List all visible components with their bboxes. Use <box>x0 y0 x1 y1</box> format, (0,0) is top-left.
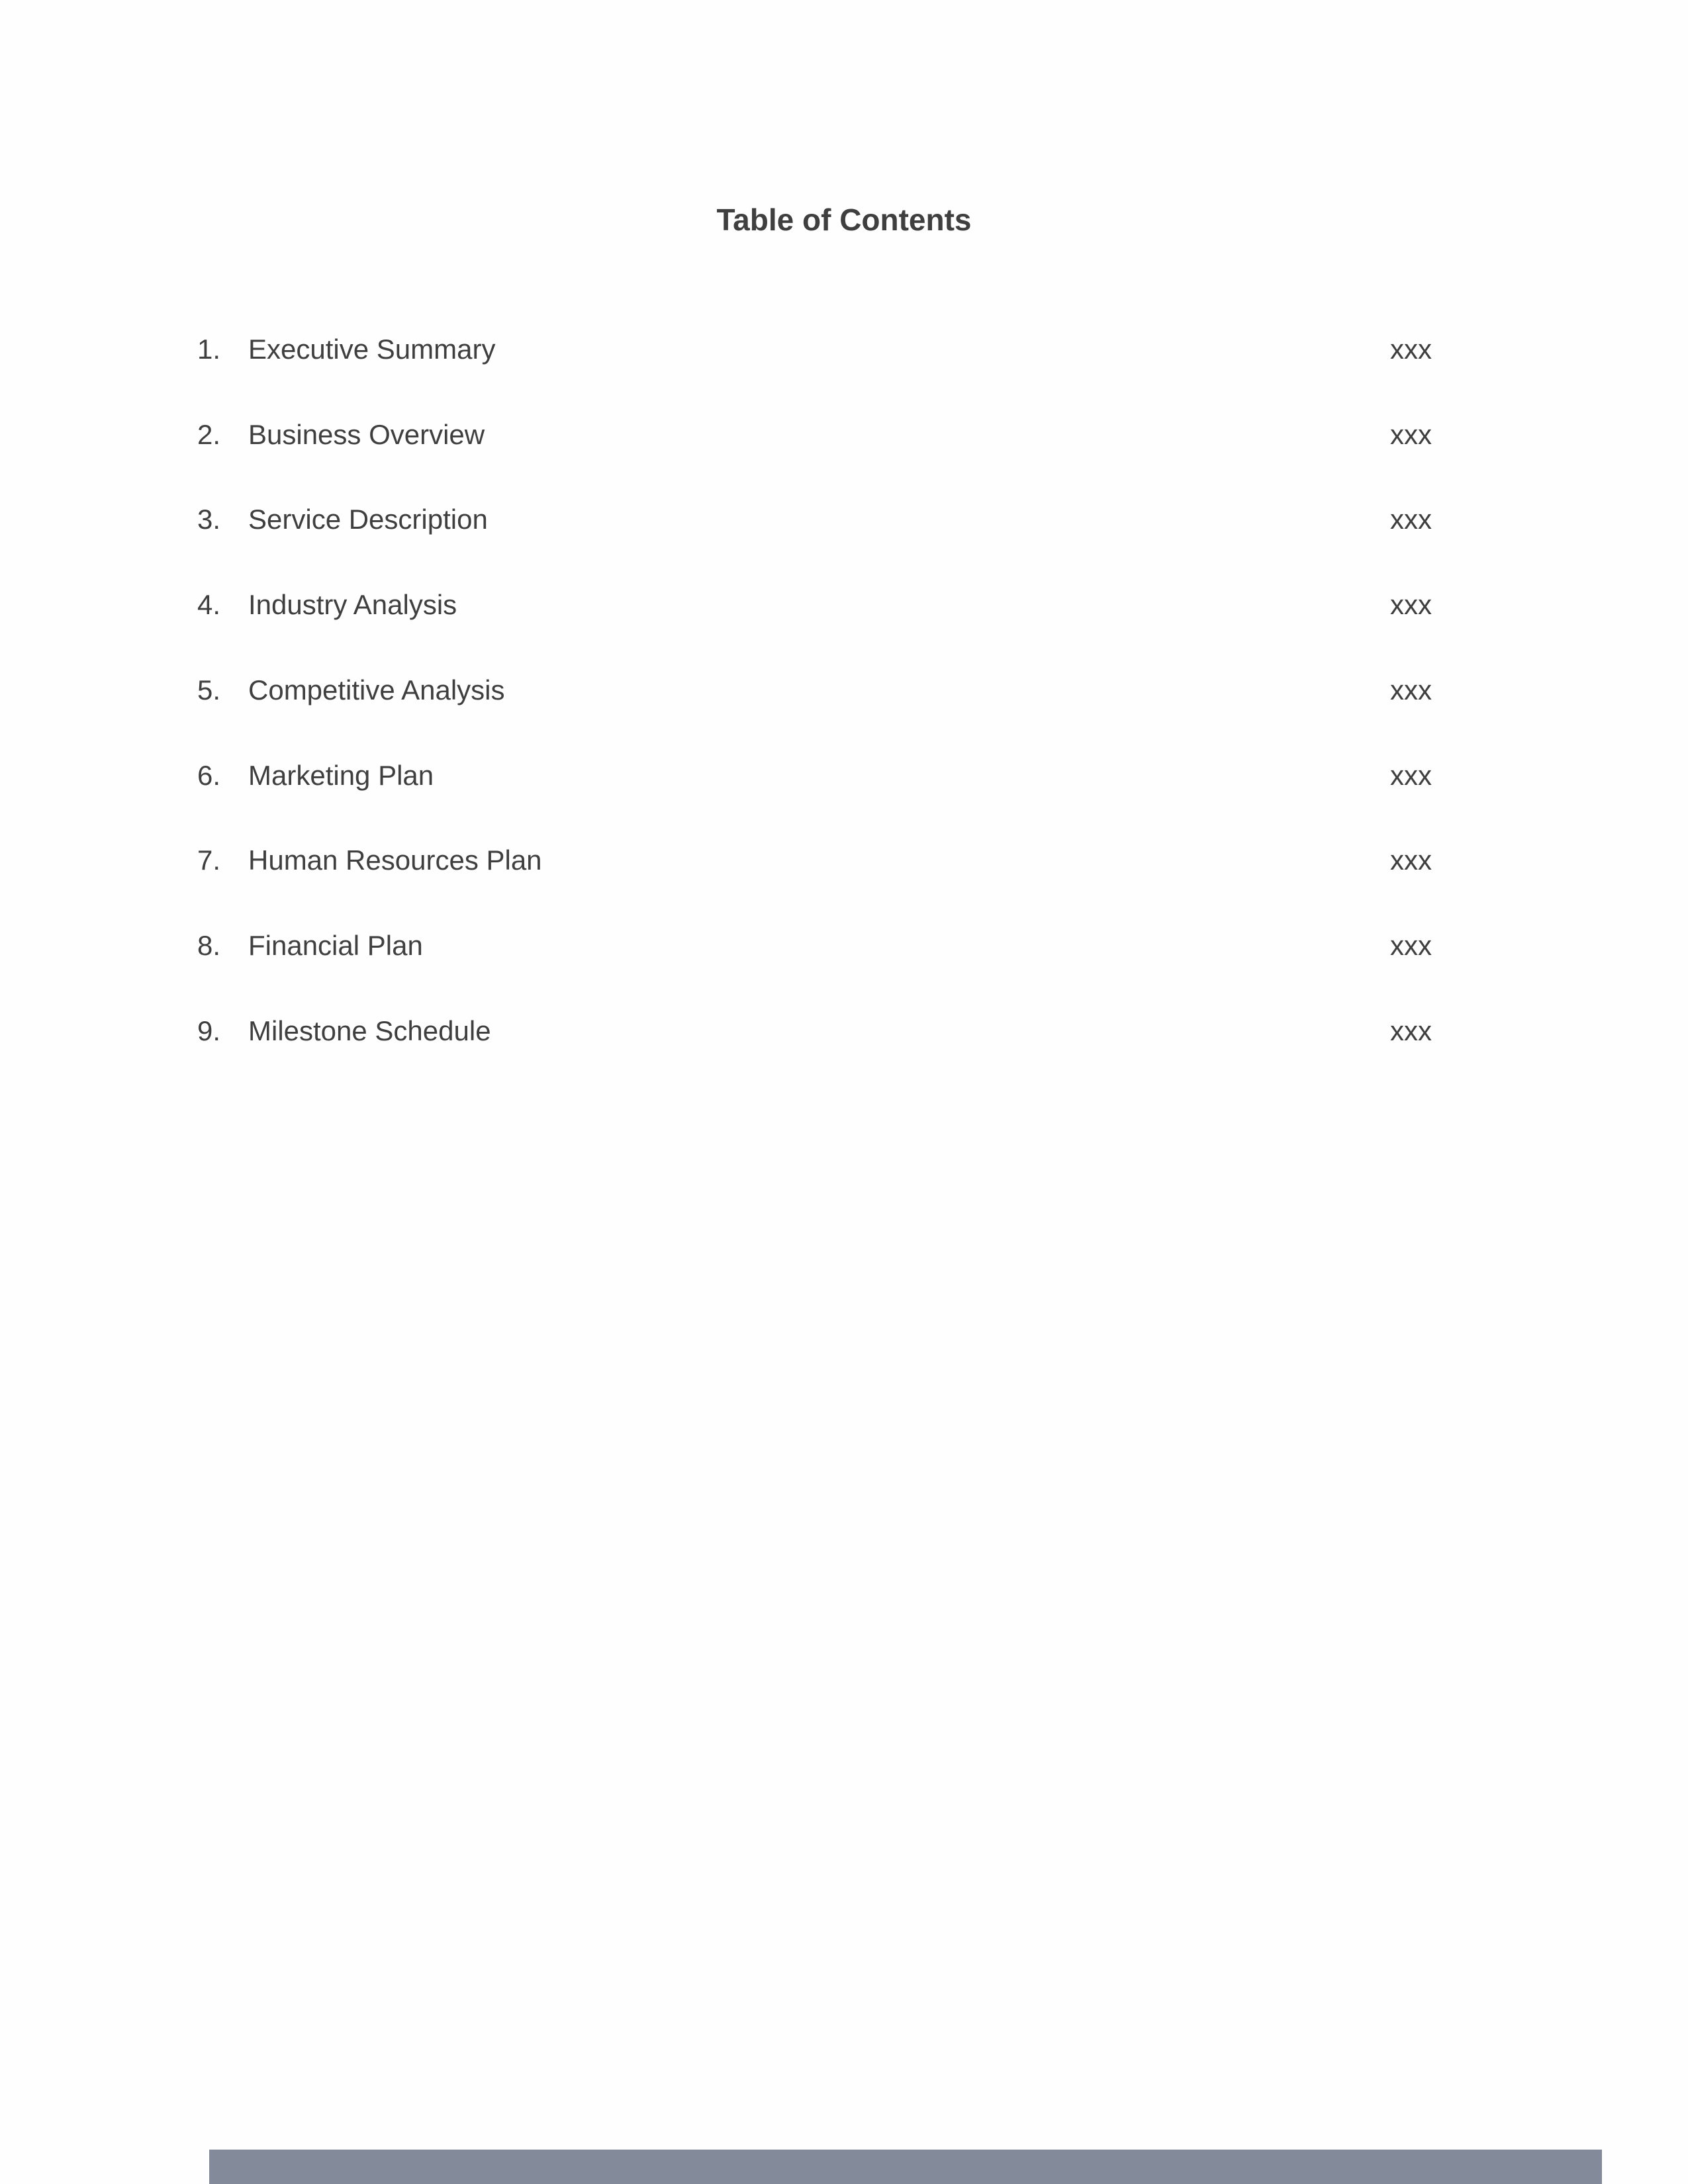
page-title: Table of Contents <box>716 203 972 237</box>
toc-entry[interactable] <box>0 926 1688 966</box>
toc-entry[interactable] <box>0 585 1688 625</box>
toc-entry-label[interactable]: Executive Summary <box>248 334 496 365</box>
toc-entry-page: xxx <box>1390 334 1432 365</box>
toc-entry[interactable] <box>0 330 1688 369</box>
toc-entry-label[interactable]: Milestone Schedule <box>248 1015 491 1046</box>
toc-entry-label[interactable]: Business Overview <box>248 419 485 450</box>
toc-entry-page: xxx <box>1390 844 1432 876</box>
footer-bar <box>209 2150 1602 2184</box>
toc-entry-number: 1. <box>197 334 221 365</box>
toc-entry-label[interactable]: Industry Analysis <box>248 589 457 620</box>
toc-entry-number: 4. <box>197 589 221 620</box>
toc-entry-page: xxx <box>1390 674 1432 705</box>
toc-entry-number: 5. <box>197 674 221 705</box>
toc-entry[interactable] <box>0 841 1688 880</box>
toc-entry-number: 6. <box>197 760 221 791</box>
toc-entry[interactable] <box>0 670 1688 710</box>
toc-entry[interactable] <box>0 415 1688 455</box>
toc-entry-number: 7. <box>197 844 221 876</box>
toc-entry-page: xxx <box>1390 930 1432 961</box>
toc-entry[interactable] <box>0 1011 1688 1051</box>
toc-entry-number: 9. <box>197 1015 221 1046</box>
toc-entry-label[interactable]: Human Resources Plan <box>248 844 542 876</box>
toc-entry-label[interactable]: Service Description <box>248 504 488 535</box>
toc-entry-label[interactable]: Financial Plan <box>248 930 423 961</box>
toc-entry-page: xxx <box>1390 504 1432 535</box>
toc-entry-label[interactable]: Competitive Analysis <box>248 674 505 705</box>
toc-entry-page: xxx <box>1390 419 1432 450</box>
toc-entry-page: xxx <box>1390 1015 1432 1046</box>
toc-entry-number: 2. <box>197 419 221 450</box>
toc-entry[interactable] <box>0 756 1688 796</box>
toc-entry-number: 3. <box>197 504 221 535</box>
toc-entry[interactable] <box>0 500 1688 539</box>
toc-entry-label[interactable]: Marketing Plan <box>248 760 434 791</box>
toc-entry-number: 8. <box>197 930 221 961</box>
toc-entry-page: xxx <box>1390 760 1432 791</box>
toc-entry-page: xxx <box>1390 589 1432 620</box>
